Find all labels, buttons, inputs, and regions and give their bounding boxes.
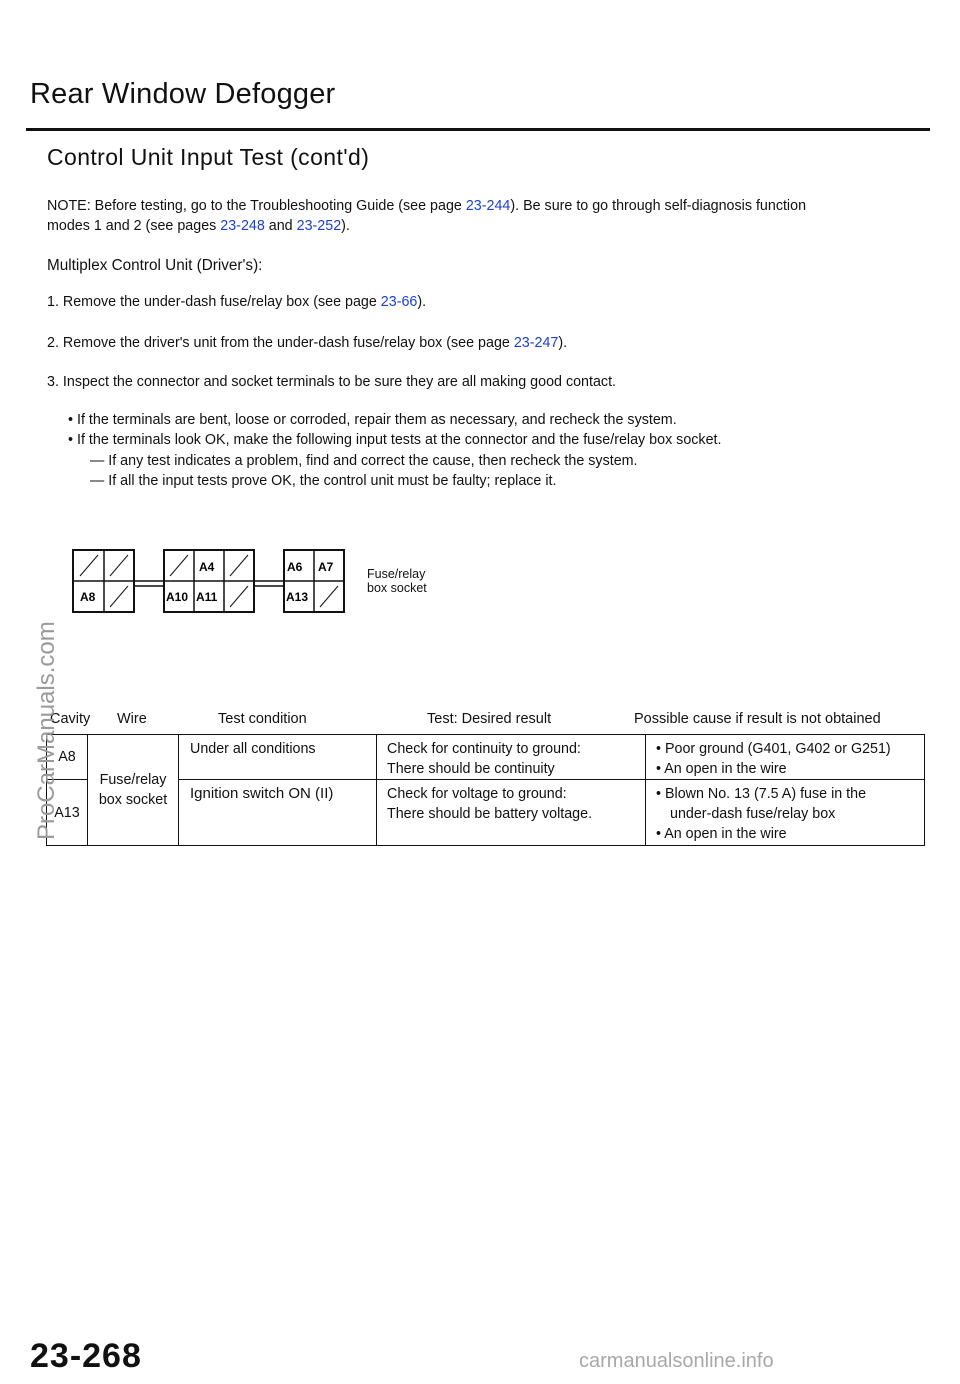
page-link-23-248[interactable]: 23-248 <box>220 218 265 234</box>
header-test-condition: Test condition <box>218 711 307 727</box>
cavity-label-a10: A10 <box>166 590 189 604</box>
header-desired-result: Test: Desired result <box>427 711 552 727</box>
header-possible-cause: Possible cause if result is not obtained <box>634 711 881 727</box>
cavity-label-a8: A8 <box>80 590 96 604</box>
wire-cell <box>88 735 179 846</box>
section-subtitle: Control Unit Input Test (cont'd) <box>47 144 370 170</box>
step-text: 2. Remove the driver's unit from the under-dash fuse/relay box (see page <box>47 335 514 351</box>
footer-watermark: carmanualsonline.info <box>579 1350 774 1372</box>
condition-text: Under all conditions <box>190 741 316 757</box>
condition-cell <box>179 735 377 780</box>
cause-cell <box>646 780 925 846</box>
caption-line-1: Fuse/relay <box>367 567 426 581</box>
step-text: ). <box>558 335 568 351</box>
caption-line-2: box socket <box>367 581 427 595</box>
cause-line-3: • An open in the wire <box>656 826 787 842</box>
cause-cell <box>646 735 925 780</box>
header-wire: Wire <box>117 711 147 727</box>
step-1 <box>47 292 426 312</box>
condition-text: Ignition switch ON (II) <box>190 785 334 802</box>
note-text: ). Be sure to go through self-diagnosis function <box>510 198 807 214</box>
fuse-relay-socket-diagram <box>72 548 352 621</box>
cavity-label-a11: A11 <box>196 590 218 604</box>
result-line-2: There should be continuity <box>387 761 555 777</box>
header-cavity: Cavity <box>50 711 91 727</box>
result-line-2: There should be battery voltage. <box>387 806 593 822</box>
cause-line-1: • Blown No. 13 (7.5 A) fuse in the <box>656 786 867 802</box>
cavity-label-a6: A6 <box>287 560 303 574</box>
input-test-table <box>46 734 925 846</box>
cavity-a13: A13 <box>54 804 80 821</box>
table-row <box>47 780 925 846</box>
title-rule <box>26 128 930 131</box>
wire-line-1: Fuse/relay <box>99 772 167 788</box>
note-line-1 <box>47 196 806 216</box>
diagram-caption <box>367 567 427 595</box>
step-text: 1. Remove the under-dash fuse/relay box (see page <box>47 294 381 310</box>
side-watermark: ProCarManuals.com <box>33 621 60 840</box>
note-text: and <box>264 218 297 234</box>
table-row <box>47 735 925 780</box>
condition-cell <box>179 780 377 846</box>
note-line-2 <box>47 216 350 236</box>
page-title: Rear Window Defogger <box>30 78 336 110</box>
dash-item-1: — If any test indicates a problem, find and correct the cause, then recheck the system. <box>90 453 638 469</box>
cause-line-2: • An open in the wire <box>656 761 787 777</box>
page-number: 23-268 <box>30 1337 142 1375</box>
cause-line-1: • Poor ground (G401, G402 or G251) <box>656 741 891 757</box>
cavity-label-a13: A13 <box>286 590 309 604</box>
note-text: NOTE: Before testing, go to the Troubleshooting Guide (see page <box>47 198 466 214</box>
note-text: ). <box>341 218 350 234</box>
result-cell <box>377 735 646 780</box>
result-line-1: Check for voltage to ground: <box>387 786 567 802</box>
page-link-23-252[interactable]: 23-252 <box>296 218 342 234</box>
bullet-1: • If the terminals are bent, loose or corroded, repair them as necessary, and recheck the system. <box>68 412 677 428</box>
step-2 <box>47 333 567 353</box>
cause-line-2: under-dash fuse/relay box <box>670 806 836 822</box>
step-text: ). <box>417 294 427 310</box>
page-link-23-247[interactable]: 23-247 <box>513 335 559 351</box>
step-3: 3. Inspect the connector and socket terminals to be sure they are all making good contact. <box>47 374 617 390</box>
page-link-23-244[interactable]: 23-244 <box>465 198 511 214</box>
bullet-2: • If the terminals look OK, make the following input tests at the connector and the fuse/relay box socket. <box>68 432 722 448</box>
cavity-label-a4: A4 <box>199 560 215 574</box>
dash-item-2: — If all the input tests prove OK, the control unit must be faulty; replace it. <box>90 473 557 489</box>
socket-diagram-svg <box>72 548 352 616</box>
result-cell <box>377 780 646 846</box>
result-line-1: Check for continuity to ground: <box>387 741 581 757</box>
page-link-23-66[interactable]: 23-66 <box>380 294 418 310</box>
wire-line-2: box socket <box>98 792 168 808</box>
note-text: modes 1 and 2 (see pages <box>47 218 221 234</box>
cavity-a8: A8 <box>58 749 76 765</box>
section-heading: Multiplex Control Unit (Driver's): <box>47 257 263 274</box>
cavity-label-a7: A7 <box>318 560 334 574</box>
